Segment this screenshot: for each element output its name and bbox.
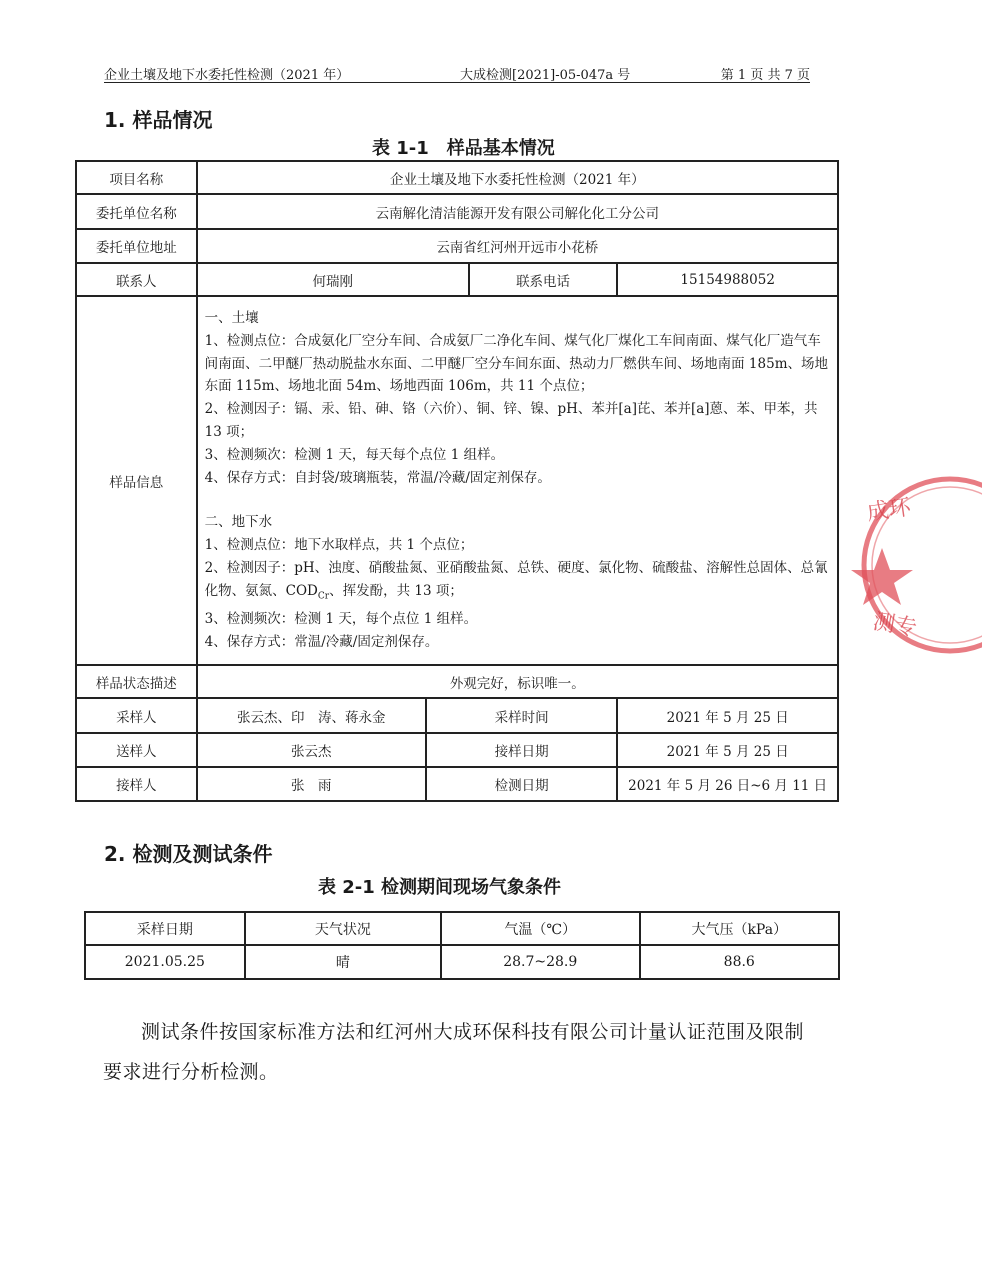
receiver-value: 张 雨 bbox=[197, 767, 426, 801]
project-name-label: 项目名称 bbox=[76, 161, 197, 194]
sampling-time-value: 2021 年 5 月 25 日 bbox=[617, 698, 838, 733]
section-1-title: 1. 样品情况 bbox=[104, 108, 213, 132]
sample-state-value: 外观完好，标识唯一。 bbox=[197, 665, 838, 698]
sample-state-label: 样品状态描述 bbox=[76, 665, 197, 698]
test-date-label: 检测日期 bbox=[426, 767, 617, 801]
sampler-value: 张云杰、印 涛、蒋永金 bbox=[197, 698, 426, 733]
sender-label: 送样人 bbox=[76, 733, 197, 767]
client-name-value: 云南解化清洁能源开发有限公司解化化工分公司 bbox=[197, 194, 838, 229]
project-name-value: 企业土壤及地下水委托性检测（2021 年） bbox=[197, 161, 838, 194]
page-header bbox=[104, 64, 810, 83]
client-address-value: 云南省红河州开远市小花桥 bbox=[197, 229, 838, 263]
soil-section bbox=[205, 307, 831, 489]
test-conditions-paragraph bbox=[103, 1012, 823, 1092]
groundwater-factors-main: 2、检测因子：pH、浊度、硝酸盐氮、亚硝酸盐氮、总铁、硬度、氯化物、硫酸盐、溶解性总固体、总氰化物、氨氮、COD bbox=[204, 560, 828, 599]
weather-header-date: 采样日期 bbox=[85, 912, 245, 945]
soil-storage: 4、保存方式：自封袋/玻璃瓶装，常温/冷藏/固定剂保存。 bbox=[204, 469, 551, 486]
stamp-text-bottom: 测专 bbox=[870, 609, 919, 642]
soil-heading: 一、土壤 bbox=[204, 310, 259, 327]
cod-subscript: Cr bbox=[317, 591, 330, 602]
table-1-caption: 表 1-1 样品基本情况 bbox=[372, 138, 555, 159]
weather-date-value: 2021.05.25 bbox=[85, 945, 245, 979]
sample-info-table bbox=[75, 160, 839, 802]
sample-info-label: 样品信息 bbox=[76, 296, 197, 665]
weather-pressure-value: 88.6 bbox=[640, 945, 839, 979]
sampling-time-label: 采样时间 bbox=[426, 698, 617, 733]
groundwater-frequency: 3、检测频次：检测 1 天，每个点位 1 组样。 bbox=[204, 611, 478, 628]
weather-conditions-table bbox=[84, 911, 840, 980]
weather-header-pressure: 大气压（kPa） bbox=[640, 912, 839, 945]
soil-factors: 2、检测因子：镉、汞、铅、砷、铬（六价）、铜、锌、镍、pH、苯并[a]芘、苯并[a]蒽、苯、甲苯，共 13 项； bbox=[204, 401, 818, 441]
table-2-caption: 表 2-1 检测期间现场气象条件 bbox=[318, 877, 562, 898]
weather-condition-value: 晴 bbox=[245, 945, 441, 979]
sampler-label: 采样人 bbox=[76, 698, 197, 733]
header-report-number: 大成检测[2021]-05-047a 号 bbox=[460, 68, 631, 83]
groundwater-factors bbox=[205, 557, 831, 608]
client-address-label: 委托单位地址 bbox=[76, 229, 197, 263]
section-2-title: 2. 检测及测试条件 bbox=[104, 842, 273, 866]
header-report-title: 企业土壤及地下水委托性检测（2021 年） bbox=[104, 68, 350, 83]
groundwater-storage: 4、保存方式：常温/冷藏/固定剂保存。 bbox=[204, 634, 439, 651]
soil-points: 1、检测点位：合成氨化厂空分车间、合成氨厂二净化车间、煤气化厂煤化工车间南面、煤气化厂造气车间南面、二甲醚厂热动脱盐水东面、二甲醚厂空分车间东面、热动力厂燃供车间、场地南面 185m、场地东面 115m、场地北面 54m、场地西面 106m，共 11 个点位； bbox=[204, 332, 828, 395]
stamp-text-top: 成环 bbox=[865, 495, 913, 526]
soil-frequency: 3、检测频次：检测 1 天，每天每个点位 1 组样。 bbox=[204, 446, 505, 463]
company-seal-stamp bbox=[842, 470, 982, 660]
sender-value: 张云杰 bbox=[197, 733, 426, 767]
groundwater-points: 1、检测点位：地下水取样点，共 1 个点位； bbox=[204, 537, 474, 554]
groundwater-factors-end: 、挥发酚，共 13 项； bbox=[329, 582, 463, 599]
weather-temperature-value: 28.7~28.9 bbox=[441, 945, 640, 979]
phone-label: 联系电话 bbox=[469, 263, 618, 296]
weather-header-temperature: 气温（℃） bbox=[441, 912, 640, 945]
header-page-number: 第 1 页 共 7 页 bbox=[720, 68, 810, 83]
receive-date-label: 接样日期 bbox=[426, 733, 617, 767]
weather-header-condition: 天气状况 bbox=[245, 912, 441, 945]
receiver-label: 接样人 bbox=[76, 767, 197, 801]
groundwater-heading: 二、地下水 bbox=[204, 514, 273, 531]
receive-date-value: 2021 年 5 月 25 日 bbox=[617, 733, 838, 767]
test-date-value: 2021 年 5 月 26 日~6 月 11 日 bbox=[617, 767, 838, 801]
contact-value: 何瑞刚 bbox=[197, 263, 469, 296]
groundwater-section bbox=[205, 511, 831, 653]
contact-label: 联系人 bbox=[76, 263, 197, 296]
phone-value: 15154988052 bbox=[617, 263, 838, 296]
client-name-label: 委托单位名称 bbox=[76, 194, 197, 229]
sample-info-content bbox=[197, 296, 838, 665]
test-conditions-text: 测试条件按国家标准方法和红河州大成环保科技有限公司计量认证范围及限制要求进行分析检测。 bbox=[103, 1021, 805, 1083]
